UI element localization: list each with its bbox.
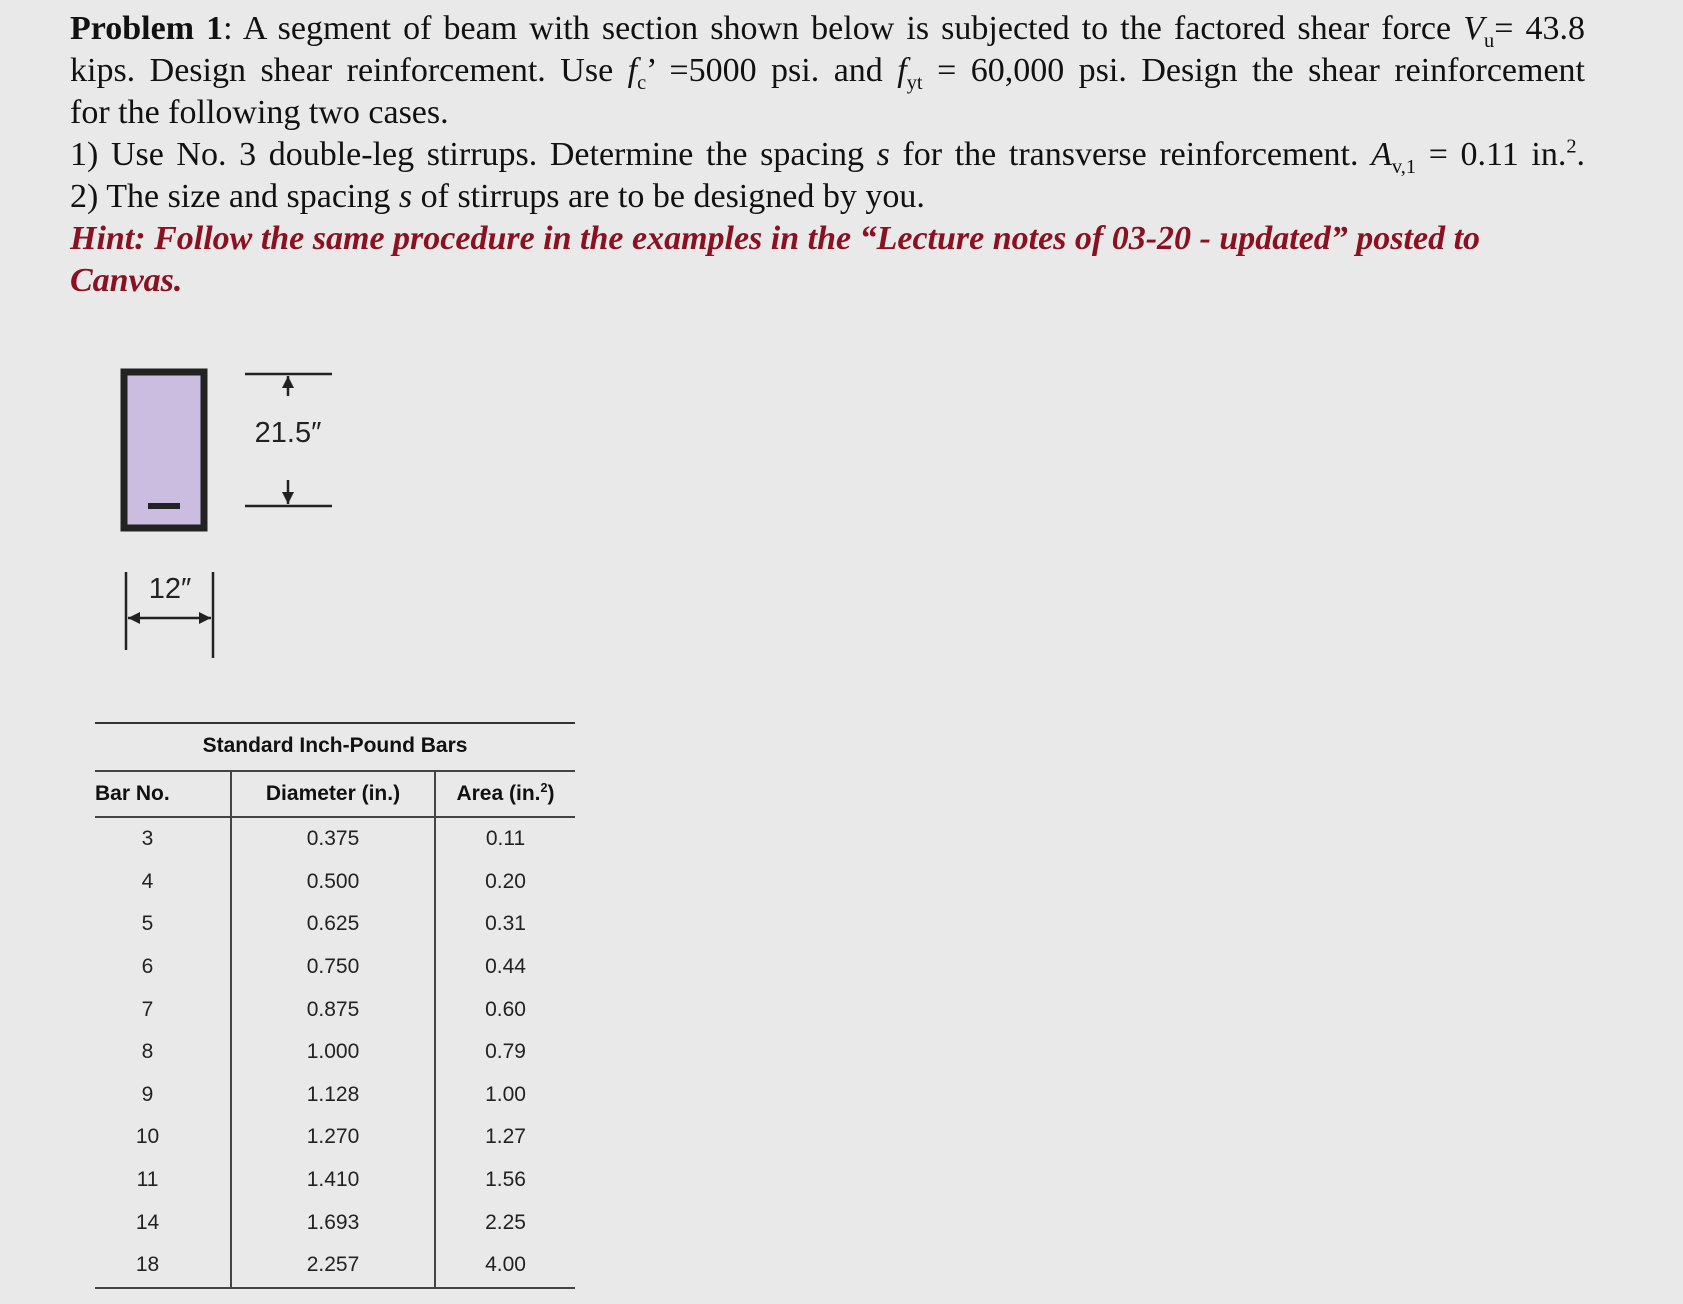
vu-value: = 43.8 bbox=[1494, 10, 1585, 47]
table-header-row bbox=[95, 771, 575, 817]
fyt-symbol: f bbox=[897, 52, 907, 89]
area-cell: 2.25 bbox=[485, 1210, 526, 1234]
case2-text: 2) The size and spacing bbox=[70, 178, 391, 215]
area-cell: 1.00 bbox=[485, 1082, 526, 1106]
header-area bbox=[435, 771, 575, 817]
area-cell: 4.00 bbox=[435, 1244, 575, 1288]
beam-section-figure bbox=[110, 360, 370, 670]
diameter-cell: 1.693 bbox=[231, 1201, 435, 1244]
header-diameter: Diameter (in.) bbox=[231, 771, 435, 817]
av-end: . bbox=[1576, 136, 1586, 173]
bar-no-cell: 7 bbox=[141, 997, 154, 1021]
table-row bbox=[95, 1074, 575, 1117]
width-arrow-left-icon bbox=[128, 612, 140, 624]
problem-line-2 bbox=[70, 50, 1585, 92]
area-cell: 0.79 bbox=[485, 1040, 526, 1064]
header-area-exp: 2 bbox=[540, 781, 548, 795]
depth-label: 21.5″ bbox=[254, 417, 322, 449]
case1-s: s bbox=[876, 136, 890, 173]
bar-no-cell: 4 bbox=[141, 869, 154, 893]
area-cell: 0.60 bbox=[485, 997, 526, 1021]
area-cell: 1.27 bbox=[485, 1125, 526, 1149]
fyt-value: = 60,000 psi. Design the shear reinforcement bbox=[937, 52, 1585, 89]
bar-no-cell: 14 bbox=[135, 1210, 160, 1234]
fc-value: ’ =5000 psi. and bbox=[646, 52, 883, 89]
bar-no-cell: 8 bbox=[141, 1040, 154, 1064]
bar-no-cell: 11 bbox=[136, 1168, 159, 1192]
area-cell: 0.31 bbox=[485, 912, 526, 936]
av-subscript: v,1 bbox=[1391, 155, 1417, 178]
table-row bbox=[95, 1116, 575, 1159]
header-area-text: Area (in. bbox=[456, 782, 541, 805]
problem-line-1: Problem 1: A segment of beam with section shown below is subjected to the factored shear force $V_u= 43.8$ bbox=[70, 10, 1585, 52]
diameter-cell: 1.410 bbox=[231, 1159, 435, 1202]
table-row bbox=[95, 817, 575, 861]
diameter-cell: 0.750 bbox=[231, 946, 435, 989]
problem-line-3: for the following two cases. bbox=[70, 94, 449, 131]
fyt-subscript: yt bbox=[906, 71, 923, 94]
diameter-cell: 0.875 bbox=[231, 988, 435, 1031]
table-row bbox=[95, 1201, 575, 1244]
bar-table bbox=[95, 722, 575, 1289]
header-area-close: ) bbox=[547, 782, 555, 805]
hint-text: Hint: Follow the same procedure in the examples in the “Lecture notes of 03-20 - updated” posted to Canvas. bbox=[70, 220, 1481, 299]
header-bar-no: Bar No. bbox=[95, 771, 231, 817]
problem-sentence: A segment of beam with section shown below is subjected to the factored shear force bbox=[242, 10, 1452, 47]
problem-label: Problem 1 bbox=[70, 10, 224, 47]
case-2 bbox=[70, 176, 1585, 218]
area-cell: 0.20 bbox=[485, 869, 526, 893]
width-arrow-right-icon bbox=[199, 612, 211, 624]
diameter-cell: 1.128 bbox=[231, 1074, 435, 1117]
problem-statement bbox=[70, 8, 1585, 302]
vu-symbol: V bbox=[1463, 10, 1484, 47]
area-cell: 0.44 bbox=[485, 955, 526, 979]
table-row bbox=[95, 1244, 575, 1288]
diameter-cell: 0.625 bbox=[231, 903, 435, 946]
bar-no-cell: 18 bbox=[95, 1244, 231, 1288]
av-exponent: 2 bbox=[1566, 135, 1577, 158]
table-row bbox=[95, 861, 575, 904]
table-row bbox=[95, 988, 575, 1031]
bar-no-cell: 10 bbox=[135, 1125, 160, 1149]
diameter-cell: 0.500 bbox=[231, 861, 435, 904]
depth-arrow-down-icon bbox=[282, 492, 294, 504]
bar-no-cell: 6 bbox=[141, 955, 154, 979]
vu-subscript: u bbox=[1484, 29, 1495, 52]
av-symbol: A bbox=[1371, 136, 1392, 173]
table-row bbox=[95, 1159, 575, 1202]
table-row bbox=[95, 1031, 575, 1074]
diameter-cell: 1.000 bbox=[231, 1031, 435, 1074]
case1-text-b: for the transverse reinforcement. bbox=[902, 136, 1359, 173]
case2-text-b: of stirrups are to be designed by you. bbox=[420, 178, 925, 215]
bar-no-cell: 5 bbox=[141, 912, 154, 936]
depth-arrow-up-icon bbox=[282, 376, 294, 388]
width-label: 12″ bbox=[148, 573, 192, 605]
diameter-cell: 1.270 bbox=[231, 1116, 435, 1159]
diameter-cell: 2.257 bbox=[231, 1244, 435, 1288]
bar-no-cell: 3 bbox=[141, 827, 154, 851]
bar-no-cell: 9 bbox=[141, 1082, 154, 1106]
area-cell: 1.56 bbox=[485, 1168, 526, 1192]
table-row bbox=[95, 903, 575, 946]
area-cell: 0.11 bbox=[485, 827, 526, 851]
diameter-cell: 0.375 bbox=[231, 817, 435, 861]
fc-symbol: f bbox=[627, 52, 638, 89]
fc-subscript: c bbox=[637, 71, 647, 94]
case2-s: s bbox=[398, 178, 413, 215]
av-value: = 0.11 in. bbox=[1428, 136, 1567, 173]
case1-text: 1) Use No. 3 double-leg stirrups. Determine the spacing bbox=[70, 136, 864, 173]
table-title: Standard Inch-Pound Bars bbox=[202, 734, 468, 757]
case-1 bbox=[70, 134, 1585, 176]
line2-text: kips. Design shear reinforcement. Use bbox=[70, 52, 614, 89]
bars-table bbox=[95, 770, 575, 1289]
table-row bbox=[95, 946, 575, 989]
